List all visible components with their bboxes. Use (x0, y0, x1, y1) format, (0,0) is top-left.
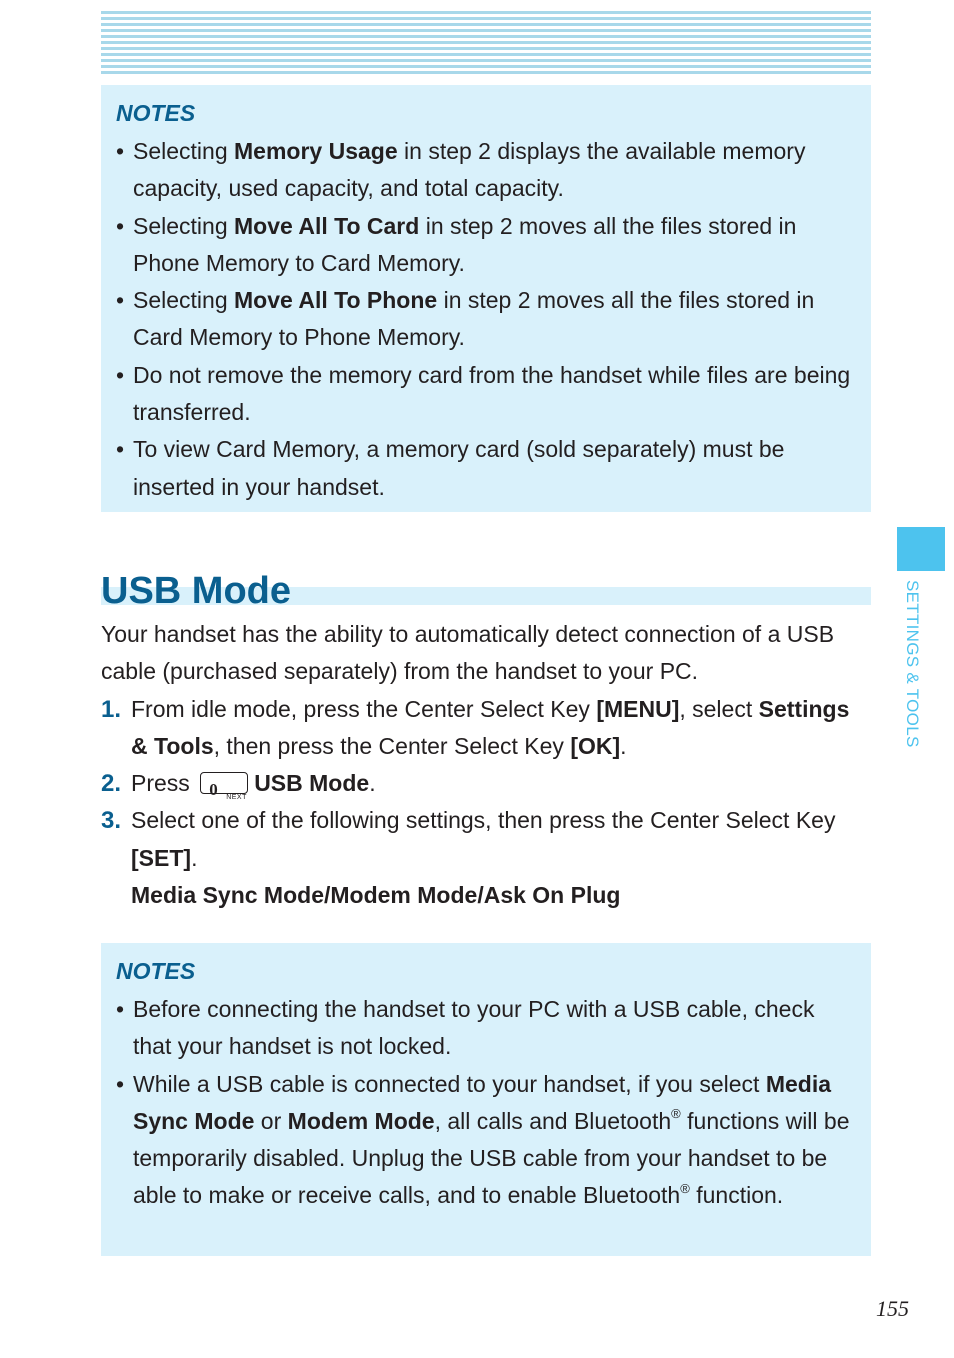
intro-paragraph: Your handset has the ability to automatically detect connection of a USB cable (purchased separately) from the handset to your PC. (101, 621, 835, 685)
note-item-not-locked: • Before connecting the handset to your PC with a USB cable, check that your handset is not locked. (116, 991, 857, 1066)
note-item-card-memory: • To view Card Memory, a memory card (sold separately) must be inserted in your handset. (116, 431, 857, 506)
step-number: 2. (101, 770, 122, 798)
section-heading (101, 568, 871, 610)
step-number: 1. (101, 695, 122, 723)
notes-title: NOTES (116, 958, 196, 984)
zero-next-key-icon: 0 NEXT (200, 772, 248, 794)
page-title: USB Mode (101, 570, 291, 612)
registered-mark: ® (680, 1180, 690, 1196)
notes-box-usb (101, 943, 871, 1256)
notes-title: NOTES (116, 100, 196, 126)
chapter-tab (897, 527, 945, 571)
settings-options: Media Sync Mode/Modem Mode/Ask On Plug (131, 882, 621, 909)
page-number: 155 (876, 1296, 909, 1321)
registered-mark: ® (671, 1106, 681, 1122)
body-content (101, 616, 861, 914)
step-number: 3. (101, 807, 122, 835)
step-2: 2. Press 0 NEXT USB Mode. (101, 765, 861, 802)
header-stripe-band (101, 11, 871, 77)
note-item-usb-connected: • While a USB cable is connected to your handset, if you select Media Sync Mode or Modem Mode, all calls and Bluetooth® functions will be temporarily disabled. Unplug the USB cable from your handset to be able to make or receive calls, and to enable Bluetooth® function. (116, 1066, 857, 1215)
chapter-label: SETTINGS & TOOLS (903, 580, 922, 748)
step-3: 3. Select one of the following settings, then press the Center Select Key [SET]. (101, 802, 861, 877)
note-item-do-not-remove: • Do not remove the memory card from the handset while files are being transferred. (116, 357, 857, 432)
notes-box-memory (101, 85, 871, 512)
note-item-move-to-card: • Selecting Move All To Card in step 2 moves all the files stored in Phone Memory to Card Memory. (116, 208, 857, 283)
note-item-memory-usage: • Selecting Memory Usage in step 2 displays the available memory capacity, used capacity, and total capacity. (116, 133, 857, 208)
step-1: 1. From idle mode, press the Center Select Key [MENU], select Settings & Tools, then press the Center Select Key [OK]. (101, 691, 861, 766)
note-item-move-to-phone: • Selecting Move All To Phone in step 2 moves all the files stored in Card Memory to Phone Memory. (116, 282, 857, 357)
